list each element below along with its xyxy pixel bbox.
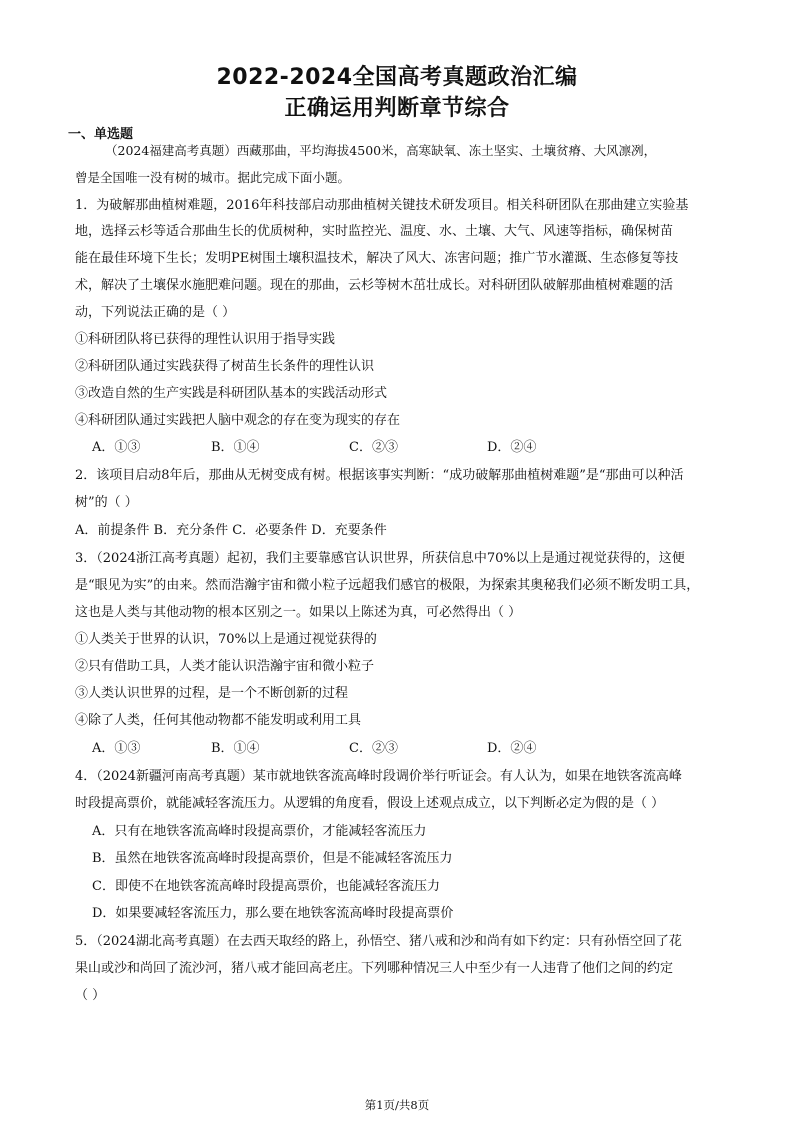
- q3-item: ②只有借助工具，人类才能认识浩瀚宇宙和微小粒子: [75, 659, 375, 674]
- q3-stem-line: 3．（2024浙江高考真题）起初，我们主要靠感官认识世界，所获信息中70%以上是通过视觉获得的，这便: [75, 551, 685, 566]
- q3-stem-line: 这也是人类与其他动物的根本区别之一。如果以上陈述为真，可必然得出（ ）: [75, 605, 522, 620]
- q5-stem-line: 5．（2024湖北高考真题）在去西天取经的路上，孙悟空、猪八戒和沙和尚有如下约定：只有孙悟空回了花: [75, 934, 682, 949]
- q3-item: ③人类认识世界的过程，是一个不断创新的过程: [75, 686, 349, 701]
- q2-options: A．前提条件 B．充分条件 C．必要条件 D．充要条件: [75, 523, 387, 538]
- title-line-1: 2022-2024全国高考真题政治汇编: [216, 65, 578, 90]
- q3-stem-line: 是“眼见为实”的由来。然而浩瀚宇宙和微小粒子远超我们感官的极限，为探索其奥秘我们必须不断发明工具，: [75, 578, 700, 593]
- q3-option-d: D．②④: [487, 741, 537, 756]
- q3-item: ①人类关于世界的认识，70%以上是通过视觉获得的: [75, 632, 377, 647]
- q2-stem-line: 2．该项目启动8年后，那曲从无树变成有树。根据该事实判断：“成功破解那曲植树难题”是“那曲可以种活: [75, 468, 684, 483]
- q1-item: ②科研团队通过实践获得了树苗生长条件的理性认识: [75, 359, 375, 374]
- q1-stem-line: 地，选择云杉等适合那曲生长的优质树种，实时监控光、温度、水、土壤、大气、风速等指标，确保树苗: [75, 224, 674, 239]
- title-line-2: 正确运用判断章节综合: [284, 96, 510, 121]
- q5-stem-line: （ ）: [75, 988, 106, 1003]
- q4-option-d: D．如果要减轻客流压力，那么要在地铁客流高峰时段提高票价: [92, 906, 454, 921]
- q3-option-c: C．②③: [349, 741, 398, 756]
- q4-option-b: B．虽然在地铁客流高峰时段提高票价，但是不能减轻客流压力: [92, 851, 453, 866]
- q3-option-b: B．①④: [211, 741, 260, 756]
- q1-stem-line: 术，解决了土壤保水施肥难问题。现在的那曲，云杉等树木茁壮成长。对科研团队破解那曲植树难题的活: [75, 278, 674, 293]
- q1-item: ④科研团队通过实践把人脑中观念的存在变为现实的存在: [75, 413, 401, 428]
- intro-line: 曾是全国唯一没有树的城市。据此完成下面小题。: [75, 170, 351, 185]
- q1-option-d: D．②④: [487, 440, 537, 455]
- q1-option-c: C．②③: [349, 440, 398, 455]
- q4-stem-line: 4．（2024新疆河南高考真题）某市就地铁客流高峰时段调价举行听证会。有人认为，如果在地铁客流高峰: [75, 769, 682, 784]
- q1-option-a: A．①③: [92, 440, 141, 455]
- q4-option-a: A．只有在地铁客流高峰时段提高票价，才能减轻客流压力: [92, 824, 427, 839]
- q5-stem-line: 果山或沙和尚回了流沙河，猪八戒才能回高老庄。下列哪种情况三人中至少有一人违背了他们之间的约定: [75, 961, 674, 976]
- section-heading: 一、单选题: [68, 127, 134, 142]
- q3-item: ④除了人类，任何其他动物都不能发明或利用工具: [75, 713, 362, 728]
- q1-item: ①科研团队将已获得的理性认识用于指导实践: [75, 332, 336, 347]
- q4-stem-line: 时段提高票价，就能减轻客流压力。从逻辑的角度看，假设上述观点成立，以下判断必定为假的是（ ）: [75, 796, 665, 811]
- q2-stem-line: 树”的（ ）: [75, 495, 138, 510]
- q1-stem-line: 1．为破解那曲植树难题，2016年科技部启动那曲植树关键技术研发项目。相关科研团队在那曲建立实验基: [75, 198, 689, 213]
- q1-stem-line: 动，下列说法正确的是（ ）: [75, 305, 236, 320]
- page-footer: 第1页/共8页: [364, 1098, 430, 1112]
- q1-stem-line: 能在最佳环境下生长；发明PE树围土壤积温技术，解决了风大、冻害问题；推广节水灌溉、生态修复等技: [75, 251, 679, 266]
- q1-option-b: B．①④: [211, 440, 260, 455]
- q1-item: ③改造自然的生产实践是科研团队基本的实践活动形式: [75, 386, 388, 401]
- intro-line: （2024福建高考真题）西藏那曲，平均海拔4500米，高寒缺氧、冻土坚实、土壤贫瘠、大风凛冽，: [105, 143, 657, 158]
- q3-option-a: A．①③: [92, 741, 141, 756]
- q4-option-c: C．即使不在地铁客流高峰时段提高票价，也能减轻客流压力: [92, 879, 440, 894]
